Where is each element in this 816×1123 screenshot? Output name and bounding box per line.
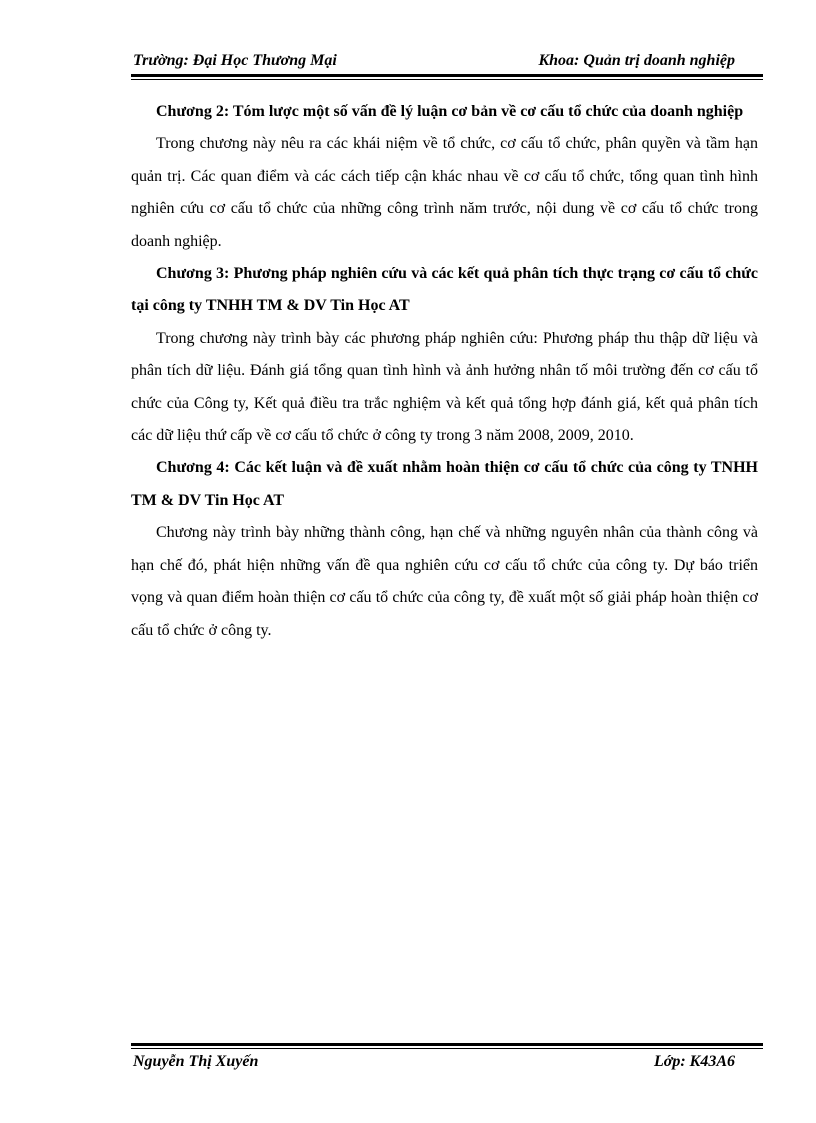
footer-rule-thin [131,1048,763,1049]
chapter-2-heading: Chương 2: Tóm lược một số vấn đề lý luận cơ bản về cơ cấu tổ chức của doanh nghiệp [156,103,744,120]
header-rule-thin [131,79,763,80]
page-header [131,50,763,78]
header-faculty: Khoa: Quản trị doanh nghiệp [538,52,735,69]
header-school: Trường: Đại Học Thương Mại [133,52,337,69]
chapter-3-paragraph: Trong chương này trình bày các phương pháp nghiên cứu: Phương pháp thu thập dữ liệu và phân tích dữ liệu. Đánh giá tổng quan tình hình và ảnh hưởng nhân tố môi trường đến cơ cấu tổ chức của Công ty, Kết quả điều tra trắc nghiệm và kết quả tổng hợp đánh giá, kết quả phân tích các dữ liệu thứ cấp về cơ cấu tổ chức ở công ty trong 3 năm 2008, 2009, 2010. [131,329,758,445]
footer-rule-thick [131,1043,763,1046]
footer-author: Nguyễn Thị Xuyến [133,1053,259,1070]
chapter-3-heading: Chương 3: Phương pháp nghiên cứu và các kết quả phân tích thực trạng cơ cấu tổ chức tại công ty TNHH TM & DV Tin Học AT [131,265,758,315]
footer-class: Lớp: K43A6 [653,1053,735,1070]
document-body [131,96,758,647]
page-footer [131,1043,763,1073]
chapter-4-paragraph: Chương này trình bày những thành công, hạn chế và những nguyên nhân của thành công và hạn chế đó, phát hiện những vấn đề qua nghiên cứu cơ cấu tổ chức của công ty. Dự báo triển vọng và quan điểm hoàn thiện cơ cấu tổ chức của công ty, đề xuất một số giải pháp hoàn thiện cơ cấu tổ chức ở công ty. [131,524,758,639]
chapter-2-paragraph: Trong chương này nêu ra các khái niệm về tổ chức, cơ cấu tổ chức, phân quyền và tầm hạn quản trị. Các quan điểm và các cách tiếp cận khác nhau về cơ cấu tổ chức, tổng quan tình hình nghiên cứu cơ cấu tổ chức của những công trình năm trước, nội dung về cơ cấu tổ chức trong doanh nghiệp. [131,135,758,250]
header-rule-thick [131,74,763,77]
chapter-4-heading: Chương 4: Các kết luận và đề xuất nhằm hoàn thiện cơ cấu tổ chức của công ty TNHH TM & DV Tin Học AT [131,459,758,509]
